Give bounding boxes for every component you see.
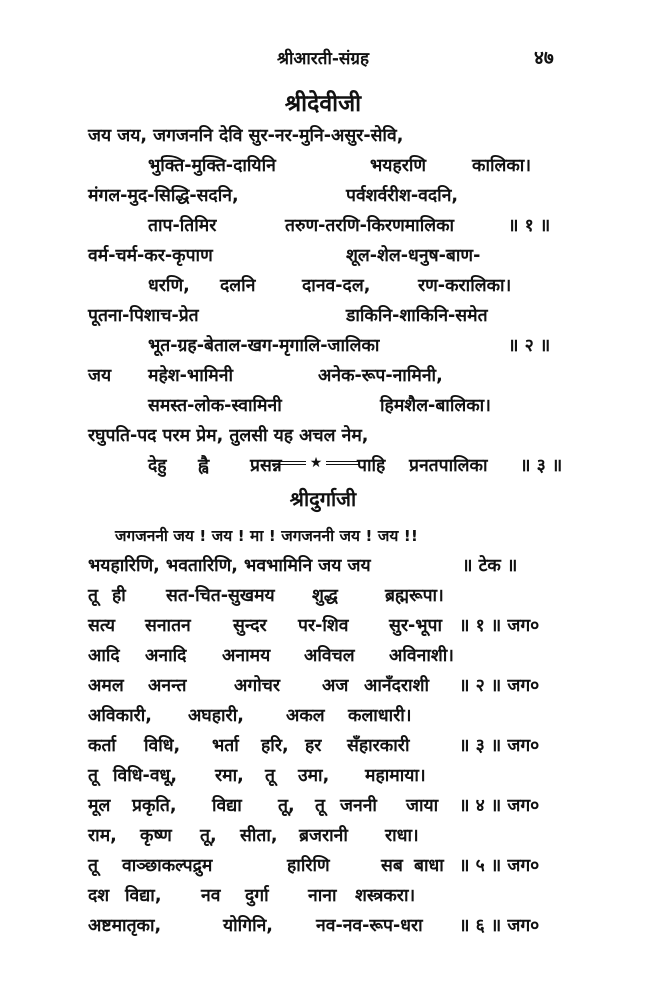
verse-text: विद्या (212, 796, 242, 816)
verse-text: जय (88, 366, 112, 386)
verse-text: ब्रजरानी (299, 826, 348, 846)
verse-text: हरि, (261, 736, 289, 756)
verse-text: ही (112, 586, 126, 606)
verse-text: मंगल-मुद-सिद्धि-सदनि, (88, 186, 239, 206)
verse-text: कलाधारी। (348, 706, 412, 726)
verse-text: भर्ता (212, 736, 239, 756)
verse-text: पूतना-पिशाच-प्रेत (88, 306, 199, 326)
verse-text: अनन्त (148, 676, 187, 696)
section-title-durga: श्रीदुर्गाजी (289, 487, 357, 511)
verse-text: तू (88, 586, 98, 606)
verse-text: भयहरणि (370, 156, 427, 176)
verse-text: नव (201, 886, 221, 906)
verse-text: महेश-भामिनी (148, 366, 233, 386)
verse-text: तरुण-तरणि-किरणमालिका (285, 216, 455, 236)
verse-text: अविनाशी। (389, 646, 454, 666)
verse-text: ॥ ४ ॥ जग० (459, 796, 540, 816)
verse-text: भुक्ति-मुक्ति-दायिनि (148, 156, 276, 176)
verse-text: अनादि (145, 646, 187, 666)
verse-text: विधि, (144, 736, 181, 756)
verse-text: कर्ता (88, 736, 116, 756)
verse-text: ह्वै (198, 456, 209, 476)
verse-text: दश (88, 886, 110, 906)
verse-text: अनेक-रूप-नामिनी, (318, 366, 443, 386)
verse-text: शूल-शेल-धनुष-बाण- (346, 246, 481, 266)
verse-text: ॥ ३ ॥ जग० (459, 736, 540, 756)
verse-text: वाञ्छाकल्पद्रुम (122, 856, 213, 876)
verse-text: समस्त-लोक-स्वामिनी (148, 396, 282, 416)
verse-text: पर-शिव (298, 616, 349, 636)
verse-text: कृष्ण (140, 826, 172, 846)
section-divider (266, 454, 366, 472)
verse-text: रमा, (215, 766, 244, 786)
verse-text: रण-करालिका। (418, 276, 512, 296)
star-icon: ★ (309, 455, 323, 471)
verse-text: बाधा (414, 856, 444, 876)
verse-text: तू (315, 796, 325, 816)
verse-text: तू, (200, 826, 217, 846)
verse-text: प्रकृति, (132, 796, 177, 816)
verse-text: सब (381, 856, 403, 876)
verse-text: भयहारिणि, भवतारिणि, भवभामिनि जय जय (88, 556, 371, 576)
verse-text: ॥ ५ ॥ जग० (459, 856, 540, 876)
verse-text: ॥ ३ ॥ (520, 456, 563, 476)
verse-text: प्रसन्न (250, 456, 282, 476)
verse-text: अघहारी, (188, 706, 244, 726)
verse-text: अष्टमातृका, (88, 916, 162, 936)
verse-text: योगिनि, (223, 916, 273, 936)
verse-text: धरणि, (148, 276, 190, 296)
verse-text: सुर-भूपा (389, 616, 443, 636)
verse-text: नाना (308, 886, 337, 906)
verse-text: ॥ २ ॥ जग० (459, 676, 540, 696)
verse-text: ॥ ६ ॥ जग० (459, 916, 540, 936)
verse-text: अनामय (222, 646, 271, 666)
divider-rule (326, 461, 360, 465)
verse-text: जननी (340, 796, 377, 816)
verse-text: ब्रह्मरूपा। (385, 586, 444, 606)
verse-text: राम, (88, 826, 117, 846)
verse-text: ॥ १ ॥ (508, 216, 551, 236)
verse-text: तू, (278, 796, 295, 816)
verse-text: पर्वशर्वरीश-वदनि, (346, 186, 459, 206)
verse-text: हिमशैल-बालिका। (380, 396, 491, 416)
verse-text: सनातन (145, 616, 191, 636)
verse-text: अज (322, 676, 349, 696)
verse-text: अविचल (304, 646, 355, 666)
verse-text: आदि (88, 646, 120, 666)
section-title-devi: श्रीदेवीजी (284, 91, 362, 117)
verse-text: ॥ टेक ॥ (462, 556, 518, 576)
verse-text: दुर्गा (245, 886, 269, 906)
verse-text: दानव-दल, (302, 276, 371, 296)
verse-text: देहु (148, 456, 167, 476)
verse-text: हारिणि (287, 856, 330, 876)
verse-text: शस्त्रकरा। (355, 886, 416, 906)
verse-text: सुन्दर (233, 616, 267, 636)
verse-text: जय जय, जगजननि देवि सुर-नर-मुनि-असुर-सेवि, (88, 126, 404, 146)
verse-text: आनँदराशी (364, 676, 430, 696)
verse-text: कालिका। (472, 156, 531, 176)
verse-text: शुद्ध (312, 586, 338, 606)
verse-text: महामाया। (365, 766, 426, 786)
verse-text: रघुपति-पद परम प्रेम, तुलसी यह अचल नेम, (88, 426, 369, 446)
verse-text: अविकारी, (88, 706, 152, 726)
verse-text: विधि-वधू, (113, 766, 177, 786)
running-header: श्रीआरती-संग्रह (276, 49, 370, 69)
verse-text: भूत-ग्रह-बेताल-खग-मृगालि-जालिका (148, 336, 380, 356)
divider-rule (272, 461, 306, 465)
verse-text: प्रनतपालिका (409, 456, 488, 476)
verse-text: सँहारकारी (347, 736, 410, 756)
verse-text: मूल (88, 796, 111, 816)
verse-text: ताप-तिमिर (148, 216, 217, 236)
verse-text: विद्या, (125, 886, 162, 906)
verse-text: हर (305, 736, 322, 756)
verse-text: सत्य (88, 616, 116, 636)
verse-text: ॥ १ ॥ जग० (459, 616, 540, 636)
verse-text: पाहि (357, 456, 386, 476)
verse-text: डाकिनि-शाकिनि-समेत (346, 306, 488, 326)
verse-text: तू (88, 856, 98, 876)
verse-text: अमल (88, 676, 124, 696)
verse-text: जाया (406, 796, 439, 816)
verse-text: अगोचर (234, 676, 281, 696)
verse-text: ॥ २ ॥ (508, 336, 551, 356)
verse-text: सीता, (240, 826, 278, 846)
verse-text: राधा। (385, 826, 419, 846)
verse-text: दलनि (220, 276, 256, 296)
verse-text: तू (88, 766, 98, 786)
page-number: ४७ (534, 47, 554, 69)
verse-text: अकल (286, 706, 325, 726)
verse-text: सत-चित-सुखमय (166, 586, 275, 606)
verse-text: वर्म-चर्म-कर-कृपाण (88, 246, 213, 266)
verse-text: तू (265, 766, 275, 786)
verse-text: नव-नव-रूप-धरा (316, 916, 423, 936)
refrain-line: जगजननी जय ! जय ! मा ! जगजननी जय ! जय !! (115, 527, 418, 545)
verse-text: उमा, (298, 766, 330, 786)
